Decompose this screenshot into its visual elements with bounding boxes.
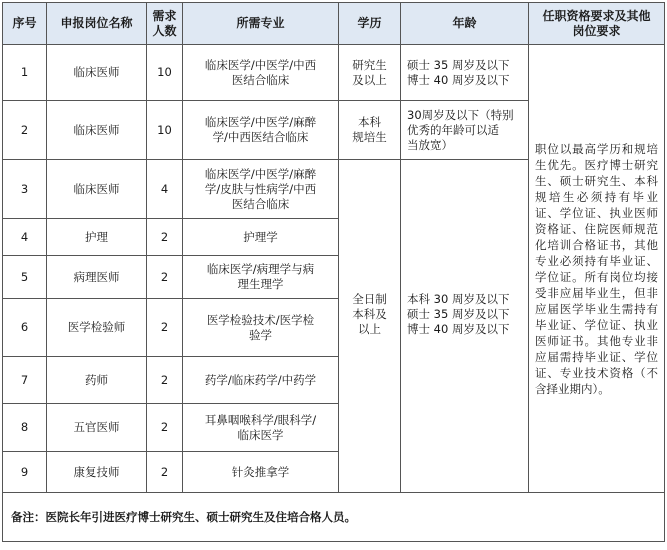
cell-position: 临床医师 — [47, 160, 147, 219]
cell-count: 2 — [147, 404, 183, 452]
cell-age — [401, 160, 529, 493]
major-line: 耳鼻咽喉科学/眼科学/ — [204, 412, 317, 427]
cell-major — [183, 256, 339, 299]
age-line: 优秀的年龄可以适 — [407, 122, 499, 137]
age-line: 博士 40 周岁及以下 — [407, 72, 510, 87]
header-count-line: 需求 — [152, 8, 177, 23]
recruitment-table — [2, 2, 665, 542]
cell-major — [183, 45, 339, 101]
age-line: 硕士 35 周岁及以下 — [407, 307, 510, 321]
major-line: 针灸推拿学 — [231, 464, 290, 479]
cell-major — [183, 101, 339, 160]
major-line: 医结合临床 — [231, 72, 290, 87]
major-line: 临床医学/中医学/麻醉 — [204, 166, 317, 181]
cell-count: 2 — [147, 219, 183, 256]
cell-position: 药师 — [47, 357, 147, 404]
major-line: 药学/临床药学/中药学 — [204, 372, 317, 387]
age-line: 博士 40 周岁及以下 — [407, 322, 510, 336]
education-line: 本科及 — [352, 307, 387, 321]
cell-position: 康复技师 — [47, 452, 147, 493]
cell-count: 2 — [147, 357, 183, 404]
major-line: 临床医学/中医学/麻醉 — [204, 115, 317, 129]
cell-education — [339, 160, 401, 493]
cell-position: 医学检验师 — [47, 299, 147, 357]
cell-major — [183, 160, 339, 219]
cell-position: 护理 — [47, 219, 147, 256]
cell-seq: 7 — [3, 357, 47, 404]
note-row — [3, 493, 665, 542]
education-line: 规培生 — [352, 130, 387, 144]
cell-position: 病理医师 — [47, 256, 147, 299]
cell-seq: 5 — [3, 256, 47, 299]
cell-major — [183, 357, 339, 404]
major-line: 临床医学 — [237, 427, 284, 442]
age-line: 本科 30 周岁及以下 — [407, 292, 510, 306]
major-line: 临床医学/中医学/中西 — [204, 57, 317, 72]
header-req-line: 任职资格要求及其他 — [542, 8, 651, 23]
age-line: 30周岁及以下（特别 — [407, 107, 514, 122]
major-line: 学/中西医结合临床 — [212, 130, 309, 144]
cell-count: 2 — [147, 452, 183, 493]
header-row — [3, 3, 665, 45]
education-line: 研究生 — [352, 57, 387, 72]
major-line: 理生理学 — [237, 277, 284, 291]
cell-count: 4 — [147, 160, 183, 219]
cell-seq: 9 — [3, 452, 47, 493]
cell-count: 2 — [147, 256, 183, 299]
cell-seq: 6 — [3, 299, 47, 357]
cell-requirements: 职位以最高学历和规培生优先。医疗博士研究生、硕士研究生、本科规培生必须持有毕业证、学位证、执业医师资格证、住院医师规范化培训合格证书，其他专业必须持有毕业证、学位证。所有岗位均接受非应届毕业生，但非应届医学毕业生需持有毕业证、学位证、执业医师证书。其他专业非应届需持毕业证、学位证、专业技术资格（不含择业期内）。 — [529, 45, 665, 493]
cell-position: 临床医师 — [47, 101, 147, 160]
header-count-line: 人数 — [152, 23, 177, 38]
education-line: 及以上 — [352, 72, 387, 87]
note-text: 备注：医院长年引进医疗博士研究生、硕士研究生及住培合格人员。 — [3, 493, 665, 542]
cell-position: 临床医师 — [47, 45, 147, 101]
header-count — [147, 3, 183, 45]
major-line: 医学检验技术/医学检 — [206, 312, 315, 327]
education-line: 全日制 — [352, 292, 387, 306]
header-req-line: 岗位要求 — [572, 23, 621, 38]
major-line: 临床医学/病理学与病 — [206, 262, 315, 276]
header-seq: 序号 — [3, 3, 47, 45]
major-line: 医结合临床 — [231, 196, 290, 211]
cell-seq: 4 — [3, 219, 47, 256]
header-education: 学历 — [339, 3, 401, 45]
cell-seq: 8 — [3, 404, 47, 452]
age-line: 当放宽） — [407, 137, 453, 152]
cell-count: 2 — [147, 299, 183, 357]
header-requirements — [529, 3, 665, 45]
cell-education — [339, 101, 401, 160]
cell-count: 10 — [147, 101, 183, 160]
cell-age — [401, 45, 529, 101]
cell-major — [183, 299, 339, 357]
cell-major — [183, 452, 339, 493]
age-line: 硕士 35 周岁及以下 — [407, 57, 510, 72]
cell-major — [183, 219, 339, 256]
header-age: 年龄 — [401, 3, 529, 45]
cell-age — [401, 101, 529, 160]
cell-education — [339, 45, 401, 101]
education-line: 本科 — [358, 115, 381, 129]
cell-position: 五官医师 — [47, 404, 147, 452]
major-line: 验学 — [249, 327, 272, 342]
cell-seq: 3 — [3, 160, 47, 219]
table-row — [3, 45, 665, 101]
cell-seq: 2 — [3, 101, 47, 160]
cell-major — [183, 404, 339, 452]
cell-count: 10 — [147, 45, 183, 101]
header-major: 所需专业 — [183, 3, 339, 45]
cell-seq: 1 — [3, 45, 47, 101]
header-position: 申报岗位名称 — [47, 3, 147, 45]
major-line: 护理学 — [243, 229, 278, 244]
major-line: 学/皮肤与性病学/中西 — [204, 181, 317, 196]
education-line: 以上 — [358, 322, 381, 336]
